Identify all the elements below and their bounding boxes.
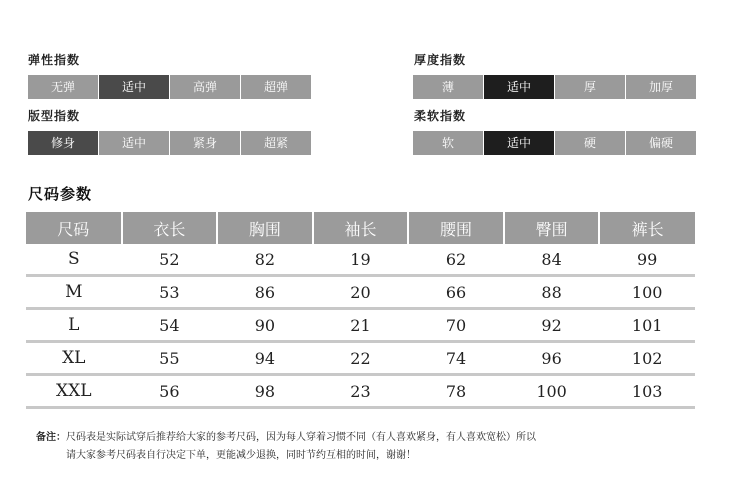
table-cell: XL xyxy=(26,342,122,375)
table-cell: 52 xyxy=(122,244,218,276)
table-row xyxy=(26,375,695,408)
thickness-option-thick: 厚 xyxy=(555,75,625,99)
table-row xyxy=(26,244,695,276)
thickness-option-extra-thick: 加厚 xyxy=(626,75,696,99)
size-table-title: 尺码参数 xyxy=(28,185,93,203)
table-row xyxy=(26,276,695,309)
table-cell: 103 xyxy=(599,375,695,408)
header-waist: 腰围 xyxy=(408,212,504,244)
table-cell: 86 xyxy=(217,276,313,309)
table-cell: 90 xyxy=(217,309,313,342)
table-row xyxy=(26,309,695,342)
thickness-index-title: 厚度指数 xyxy=(414,53,467,67)
table-cell: 54 xyxy=(122,309,218,342)
table-cell: 92 xyxy=(504,309,600,342)
table-cell: 21 xyxy=(313,309,409,342)
fit-option-super-tight: 超紧 xyxy=(241,131,311,155)
table-cell: 101 xyxy=(599,309,695,342)
fit-index-title: 版型指数 xyxy=(28,109,81,123)
note-line-2: 请大家参考尺码表自行决定下单，更能减少退换，同时节约互相的时间，谢谢！ xyxy=(66,450,416,461)
softness-option-hard: 硬 xyxy=(555,131,625,155)
table-cell: 55 xyxy=(122,342,218,375)
table-row xyxy=(26,342,695,375)
table-cell: 20 xyxy=(313,276,409,309)
table-cell: 78 xyxy=(408,375,504,408)
table-cell: 100 xyxy=(599,276,695,309)
table-cell: 98 xyxy=(217,375,313,408)
table-cell: 19 xyxy=(313,244,409,276)
table-cell: 99 xyxy=(599,244,695,276)
table-cell: 53 xyxy=(122,276,218,309)
table-cell: 74 xyxy=(408,342,504,375)
table-cell: 84 xyxy=(504,244,600,276)
size-table-header-row xyxy=(26,212,695,244)
softness-option-soft: 软 xyxy=(413,131,483,155)
note-line-1: 尺码表是实际试穿后推荐给大家的参考尺码，因为每人穿着习惯不同（有人喜欢紧身，有人喜欢宽松）所以 xyxy=(66,432,536,443)
table-cell: M xyxy=(26,276,122,309)
softness-option-medium: 适中 xyxy=(484,131,554,155)
note-label: 备注： xyxy=(36,432,66,443)
thickness-index-options xyxy=(413,75,697,99)
fit-option-slim: 修身 xyxy=(28,131,98,155)
size-note xyxy=(36,429,636,465)
header-size: 尺码 xyxy=(26,212,122,244)
header-hip: 臀围 xyxy=(504,212,600,244)
elasticity-option-high: 高弹 xyxy=(170,75,240,99)
softness-index-options xyxy=(413,131,697,155)
elasticity-option-super: 超弹 xyxy=(241,75,311,99)
table-cell: 62 xyxy=(408,244,504,276)
softness-index-title: 柔软指数 xyxy=(414,109,467,123)
softness-option-rather-hard: 偏硬 xyxy=(626,131,696,155)
table-cell: 56 xyxy=(122,375,218,408)
fit-option-tight: 紧身 xyxy=(170,131,240,155)
table-cell: 88 xyxy=(504,276,600,309)
elasticity-index-options xyxy=(28,75,312,99)
table-cell: 102 xyxy=(599,342,695,375)
table-cell: 100 xyxy=(504,375,600,408)
elasticity-index-title: 弹性指数 xyxy=(28,53,81,67)
table-cell: XXL xyxy=(26,375,122,408)
table-cell: 96 xyxy=(504,342,600,375)
table-cell: 82 xyxy=(217,244,313,276)
table-cell: 22 xyxy=(313,342,409,375)
table-cell: S xyxy=(26,244,122,276)
table-cell: 66 xyxy=(408,276,504,309)
header-chest: 胸围 xyxy=(217,212,313,244)
elasticity-option-medium: 适中 xyxy=(99,75,169,99)
header-length: 衣长 xyxy=(122,212,218,244)
elasticity-option-none: 无弹 xyxy=(28,75,98,99)
thickness-option-medium: 适中 xyxy=(484,75,554,99)
size-table xyxy=(26,212,695,409)
fit-option-medium: 适中 xyxy=(99,131,169,155)
table-cell: 23 xyxy=(313,375,409,408)
header-sleeve: 袖长 xyxy=(313,212,409,244)
table-cell: 94 xyxy=(217,342,313,375)
table-cell: L xyxy=(26,309,122,342)
fit-index-options xyxy=(28,131,312,155)
table-cell: 70 xyxy=(408,309,504,342)
thickness-option-thin: 薄 xyxy=(413,75,483,99)
header-pants-length: 裤长 xyxy=(599,212,695,244)
